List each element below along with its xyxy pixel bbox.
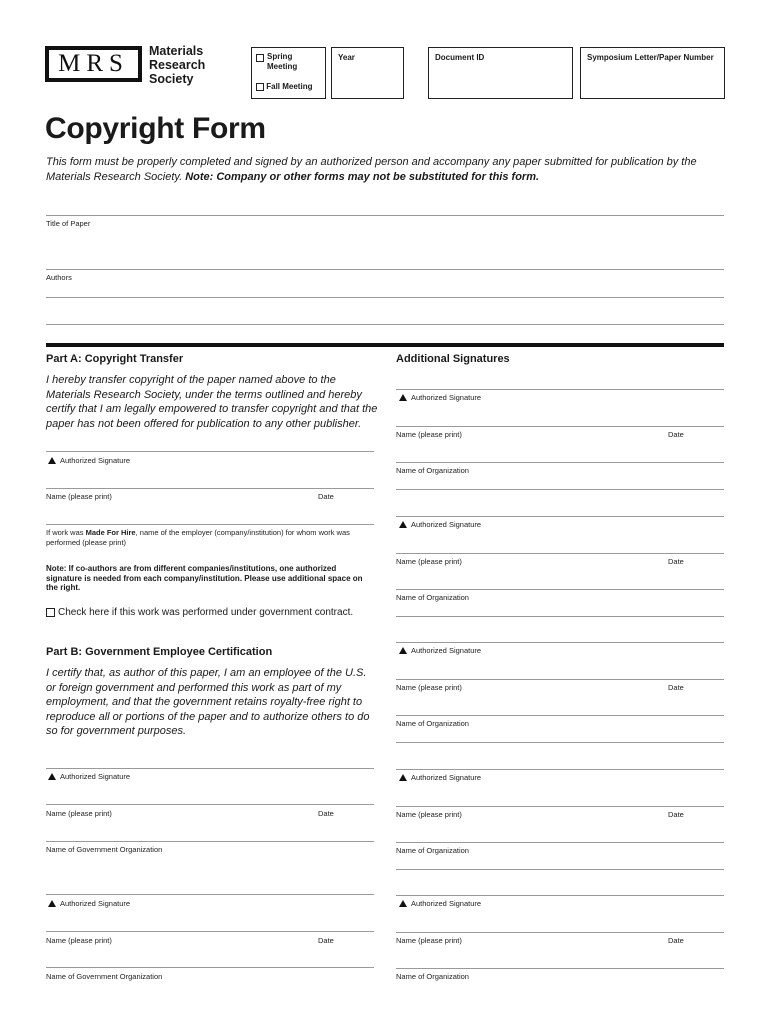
additional-sig4-date-label: Date xyxy=(668,810,684,819)
part-b-sig2-gov-org-label: Name of Government Organization xyxy=(46,972,163,981)
part-b-sig2-field[interactable] xyxy=(46,931,374,932)
additional-sig3-org-field[interactable] xyxy=(396,742,724,743)
additional-sig1-org-label: Name of Organization xyxy=(396,466,469,475)
part-a-signature-line-top xyxy=(46,451,374,452)
additional-sig5-org-label: Name of Organization xyxy=(396,972,469,981)
mrs-logo-mark xyxy=(45,46,142,82)
signature-arrow-icon xyxy=(399,394,407,401)
additional-sig3-date-label: Date xyxy=(668,683,684,692)
document-id-label: Document ID xyxy=(435,53,485,62)
part-b-sig1-field[interactable] xyxy=(46,804,374,805)
fall-meeting-label: Fall Meeting xyxy=(266,82,313,91)
part-b-sig2-label: Authorized Signature xyxy=(48,899,130,908)
additional-sig5-field[interactable] xyxy=(396,932,724,933)
part-a-name-label: Name (please print) xyxy=(46,492,112,501)
signature-arrow-icon xyxy=(48,773,56,780)
part-b-sig2-name-field[interactable] xyxy=(46,967,374,968)
signature-arrow-icon xyxy=(399,647,407,654)
additional-sig1-date-label: Date xyxy=(668,430,684,439)
part-a-heading: Part A: Copyright Transfer xyxy=(46,353,184,365)
intro-paragraph xyxy=(46,155,726,184)
additional-sig3-name-label: Name (please print) xyxy=(396,683,462,692)
year-label: Year xyxy=(338,53,355,62)
additional-sig4-field[interactable] xyxy=(396,806,724,807)
title-of-paper-field[interactable] xyxy=(46,269,724,270)
part-a-signature-field[interactable] xyxy=(46,488,374,489)
part-b-sig2-name-label: Name (please print) xyxy=(46,936,112,945)
authors-field-1[interactable] xyxy=(46,297,724,298)
authors-field-2[interactable] xyxy=(46,324,724,325)
additional-sig2-name-label: Name (please print) xyxy=(396,557,462,566)
additional-sig1-name-field[interactable] xyxy=(396,462,724,463)
society-name-line1: Materials xyxy=(149,44,204,58)
mrs-logo-letters: MRS xyxy=(49,50,138,78)
part-b-sig1-gov-org-label: Name of Government Organization xyxy=(46,845,163,854)
additional-sig4-line-top xyxy=(396,769,724,770)
society-name-line2: Research xyxy=(149,58,206,72)
spring-meeting-checkbox[interactable] xyxy=(256,54,264,62)
part-b-sig2-line-top xyxy=(46,894,374,895)
additional-sig4-name-label: Name (please print) xyxy=(396,810,462,819)
additional-sig2-line-top xyxy=(396,516,724,517)
signature-arrow-icon xyxy=(48,900,56,907)
society-name xyxy=(149,44,205,86)
part-a-date-label: Date xyxy=(318,492,334,501)
part-b-body: I certify that, as author of this paper, I am an employee of the U.S. or foreign government and performed this work as part of my employment, and that the government retains royalty-free right to reproduce all or portions of the paper and to authorize others to do so for government purposes. xyxy=(46,667,370,737)
title-of-paper-label: Title of Paper xyxy=(46,219,91,228)
additional-sig1-name-label: Name (please print) xyxy=(396,430,462,439)
additional-sig1-org-field[interactable] xyxy=(396,489,724,490)
additional-sig4-name-field[interactable] xyxy=(396,842,724,843)
additional-sig1-field[interactable] xyxy=(396,426,724,427)
part-b-heading: Part B: Government Employee Certification xyxy=(46,646,273,658)
authors-label: Authors xyxy=(46,273,72,282)
fall-meeting-option[interactable] xyxy=(256,82,312,91)
part-b-sig1-name-field[interactable] xyxy=(46,841,374,842)
part-b-sig2-date-label: Date xyxy=(318,936,334,945)
additional-sig2-field[interactable] xyxy=(396,553,724,554)
additional-sig4-org-field[interactable] xyxy=(396,869,724,870)
additional-sig2-org-label: Name of Organization xyxy=(396,593,469,602)
part-b-sig1-name-label: Name (please print) xyxy=(46,809,112,818)
gov-contract-label: Check here if this work was performed under government contract. xyxy=(58,607,354,618)
year-box[interactable] xyxy=(331,47,404,99)
additional-sig2-org-field[interactable] xyxy=(396,616,724,617)
title-top-line xyxy=(46,215,724,216)
part-b-sig1-line-top xyxy=(46,768,374,769)
signature-arrow-icon xyxy=(48,457,56,464)
document-id-box[interactable] xyxy=(428,47,573,99)
additional-sig3-line-top xyxy=(396,642,724,643)
additional-sig2-date-label: Date xyxy=(668,557,684,566)
additional-sig3-name-field[interactable] xyxy=(396,715,724,716)
intro-note: Note: Company or other forms may not be substituted for this form. xyxy=(185,170,540,183)
fall-meeting-checkbox[interactable] xyxy=(256,83,264,91)
page-title: Copyright Form xyxy=(45,112,266,145)
additional-sig1-label: Authorized Signature xyxy=(399,393,481,402)
additional-sig2-label: Authorized Signature xyxy=(399,520,481,529)
intro-text: This form must be properly completed and signed by an authorized person and accompany any paper submitted for publication by the Materials Research Society. xyxy=(46,156,697,183)
spring-meeting-option[interactable] xyxy=(256,52,297,71)
part-b-sig1-label: Authorized Signature xyxy=(48,772,130,781)
part-a-signature-label: Authorized Signature xyxy=(48,456,130,465)
spring-meeting-label-2: Meeting xyxy=(267,61,298,71)
part-a-body: I hereby transfer copyright of the paper named above to the Materials Research Society, under the terms outlined and hereby certify that I am legally empowered to transfer copyright and that the paper has not been offered for publication to any other publisher. xyxy=(46,374,378,430)
additional-sig5-name-label: Name (please print) xyxy=(396,936,462,945)
additional-sig3-label: Authorized Signature xyxy=(399,646,481,655)
additional-sig5-line-top xyxy=(396,895,724,896)
additional-sig3-field[interactable] xyxy=(396,679,724,680)
signature-arrow-icon xyxy=(399,774,407,781)
additional-sig5-name-field[interactable] xyxy=(396,968,724,969)
additional-sig4-label: Authorized Signature xyxy=(399,773,481,782)
made-for-hire-text: If work was Made For Hire, name of the employer (company/institution) for whom work was performed (please print) xyxy=(46,528,350,547)
section-divider xyxy=(46,343,724,347)
symposium-box[interactable] xyxy=(580,47,725,99)
symposium-label: Symposium Letter/Paper Number xyxy=(587,53,714,62)
signature-arrow-icon xyxy=(399,900,407,907)
gov-contract-option[interactable] xyxy=(46,607,353,618)
part-a-coauthor-note: Note: If co-authors are from different companies/institutions, one authorized signature is needed from each company/institution. Please use additional space on the right. xyxy=(46,564,363,592)
additional-sig5-date-label: Date xyxy=(668,936,684,945)
spring-meeting-label: Spring xyxy=(267,52,293,61)
additional-sig2-name-field[interactable] xyxy=(396,589,724,590)
society-name-line3: Society xyxy=(149,72,194,86)
signature-arrow-icon xyxy=(399,521,407,528)
part-a-employer-field[interactable] xyxy=(46,524,374,525)
additional-sig1-line-top xyxy=(396,389,724,390)
additional-sig5-label: Authorized Signature xyxy=(399,899,481,908)
additional-signatures-heading: Additional Signatures xyxy=(396,353,510,365)
additional-sig3-org-label: Name of Organization xyxy=(396,719,469,728)
additional-sig4-org-label: Name of Organization xyxy=(396,846,469,855)
gov-contract-checkbox[interactable] xyxy=(46,608,55,617)
part-b-sig1-date-label: Date xyxy=(318,809,334,818)
